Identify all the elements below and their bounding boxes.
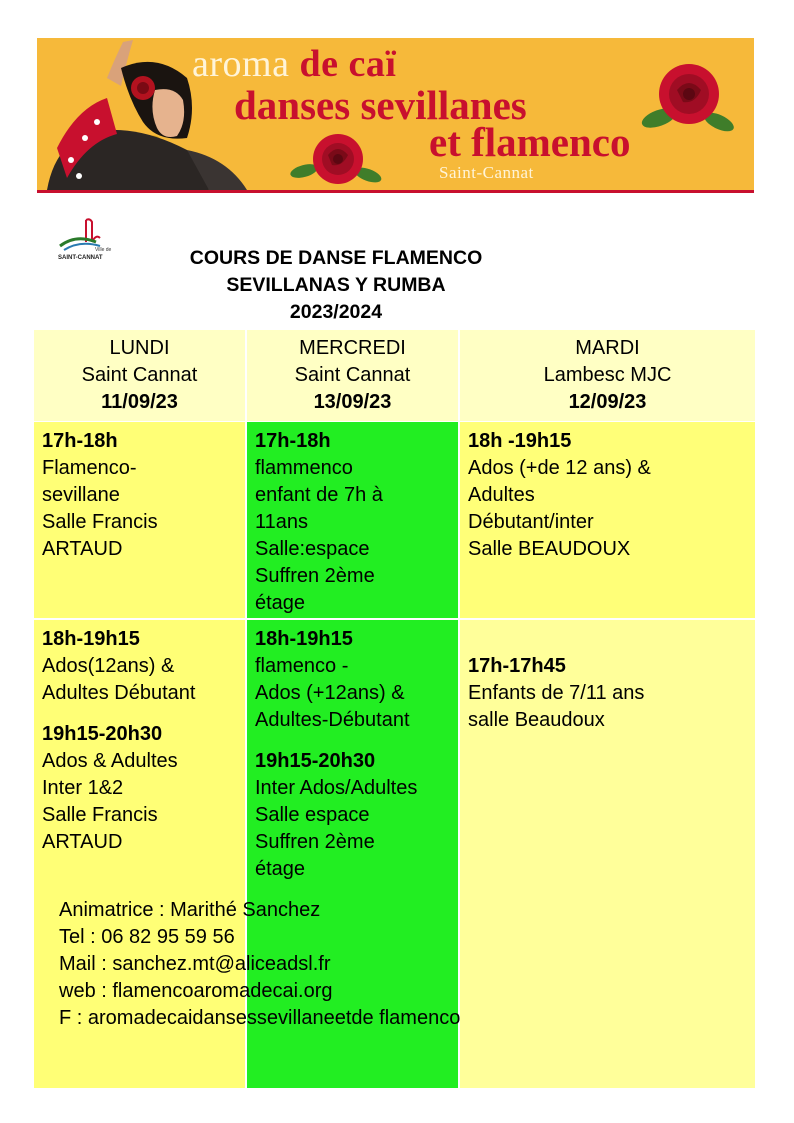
website-url: web : flamencoaromadecai.org: [59, 980, 333, 1002]
cell-line: Enfants de 7/11 ans: [468, 682, 645, 704]
banner: [37, 38, 754, 190]
day-label: MERCREDI: [299, 337, 406, 359]
cell-line: Suffren 2ème: [255, 565, 375, 587]
cell-line: flamenco -: [255, 655, 349, 677]
cell-line: 11ans: [255, 511, 309, 533]
place-label: Saint Cannat: [81, 364, 198, 386]
banner-place: Saint-Cannat: [439, 163, 534, 182]
red-rose-icon: [637, 56, 737, 136]
time-slot: 18h-19h15: [255, 628, 353, 650]
cell-line: flammenco: [255, 457, 353, 479]
cell-line: Salle Francis: [42, 511, 158, 533]
cell-line: Suffren 2ème: [255, 831, 375, 853]
time-slot: 19h15-20h30: [42, 723, 163, 745]
red-rose-icon: [290, 131, 382, 187]
cell-line: ARTAUD: [42, 538, 123, 560]
date-label: 12/09/23: [568, 391, 647, 413]
logo-text-city: SAINT-CANNAT: [58, 255, 103, 261]
time-slot: 18h-19h15: [42, 628, 140, 650]
time-slot: 17h-17h45: [468, 655, 566, 677]
cell-line: Adultes: [468, 484, 535, 506]
column-header: [34, 330, 245, 421]
time-slot: 17h-18h: [255, 430, 331, 452]
cell-line: ARTAUD: [42, 831, 123, 853]
banner-brand-decai: de caï: [299, 43, 397, 85]
column-header: [247, 330, 458, 421]
ville-de-saint-cannat-logo: [56, 212, 112, 264]
cell-line: Salle Francis: [42, 804, 158, 826]
cell-line: Ados(12ans) &: [42, 655, 175, 677]
cell-line: sevillane: [42, 484, 120, 506]
cell-line: Flamenco-: [42, 457, 137, 479]
cell-line: Salle:espace: [255, 538, 370, 560]
banner-line-sevillanes: danses sevillanes: [234, 82, 527, 128]
schedule-cell: [247, 422, 458, 618]
schedule-cell: [34, 422, 245, 618]
time-slot: 19h15-20h30: [255, 750, 376, 772]
banner-brand: [192, 42, 396, 86]
animatrice-name: Animatrice : Marithé Sanchez: [59, 899, 321, 921]
cell-line: Adultes Débutant: [42, 682, 196, 704]
day-label: MARDI: [575, 337, 640, 359]
cell-line: Ados & Adultes: [42, 750, 178, 772]
cell-line: étage: [255, 858, 306, 880]
phone-number: Tel : 06 82 95 59 56: [59, 926, 235, 948]
time-slot: 17h-18h: [42, 430, 118, 452]
cell-line: Salle espace: [255, 804, 370, 826]
cell-line: salle Beaudoux: [468, 709, 605, 731]
cell-line: Ados (+12ans) &: [255, 682, 405, 704]
date-label: 13/09/23: [313, 391, 392, 413]
cell-line: enfant de 7h à: [255, 484, 383, 506]
title-line-3: 2023/2024: [289, 301, 383, 323]
cell-line: Adultes-Débutant: [255, 709, 410, 731]
page-title: [130, 245, 542, 326]
day-label: LUNDI: [109, 337, 170, 359]
schedule-cell: [460, 620, 755, 1088]
schedule-cell: [460, 422, 755, 618]
logo-text-ville: Ville de: [95, 247, 112, 253]
facebook-page: F : aromadecaidansessevillaneetde flamenco: [59, 1007, 461, 1029]
banner-brand-aroma: aroma: [192, 43, 300, 85]
cell-line: Débutant/inter: [468, 511, 594, 533]
email-address: Mail : sanchez.mt@aliceadsl.fr: [59, 953, 331, 975]
cell-line: Inter 1&2: [42, 777, 124, 799]
time-slot: 18h -19h15: [468, 430, 572, 452]
banner-divider: [37, 190, 754, 193]
cell-line: Salle BEAUDOUX: [468, 538, 631, 560]
cell-line: étage: [255, 592, 306, 614]
title-line-1: COURS DE DANSE FLAMENCO: [189, 247, 483, 269]
cell-line: Inter Ados/Adultes: [255, 777, 418, 799]
column-header: [460, 330, 755, 421]
banner-line-flamenco: et flamenco: [429, 119, 631, 165]
cell-line: Ados (+de 12 ans) &: [468, 457, 651, 479]
title-line-2: SEVILLANAS Y RUMBA: [226, 274, 446, 296]
place-label: Lambesc MJC: [543, 364, 672, 386]
date-label: 11/09/23: [101, 391, 178, 413]
place-label: Saint Cannat: [294, 364, 411, 386]
contact-info: [59, 897, 460, 1032]
